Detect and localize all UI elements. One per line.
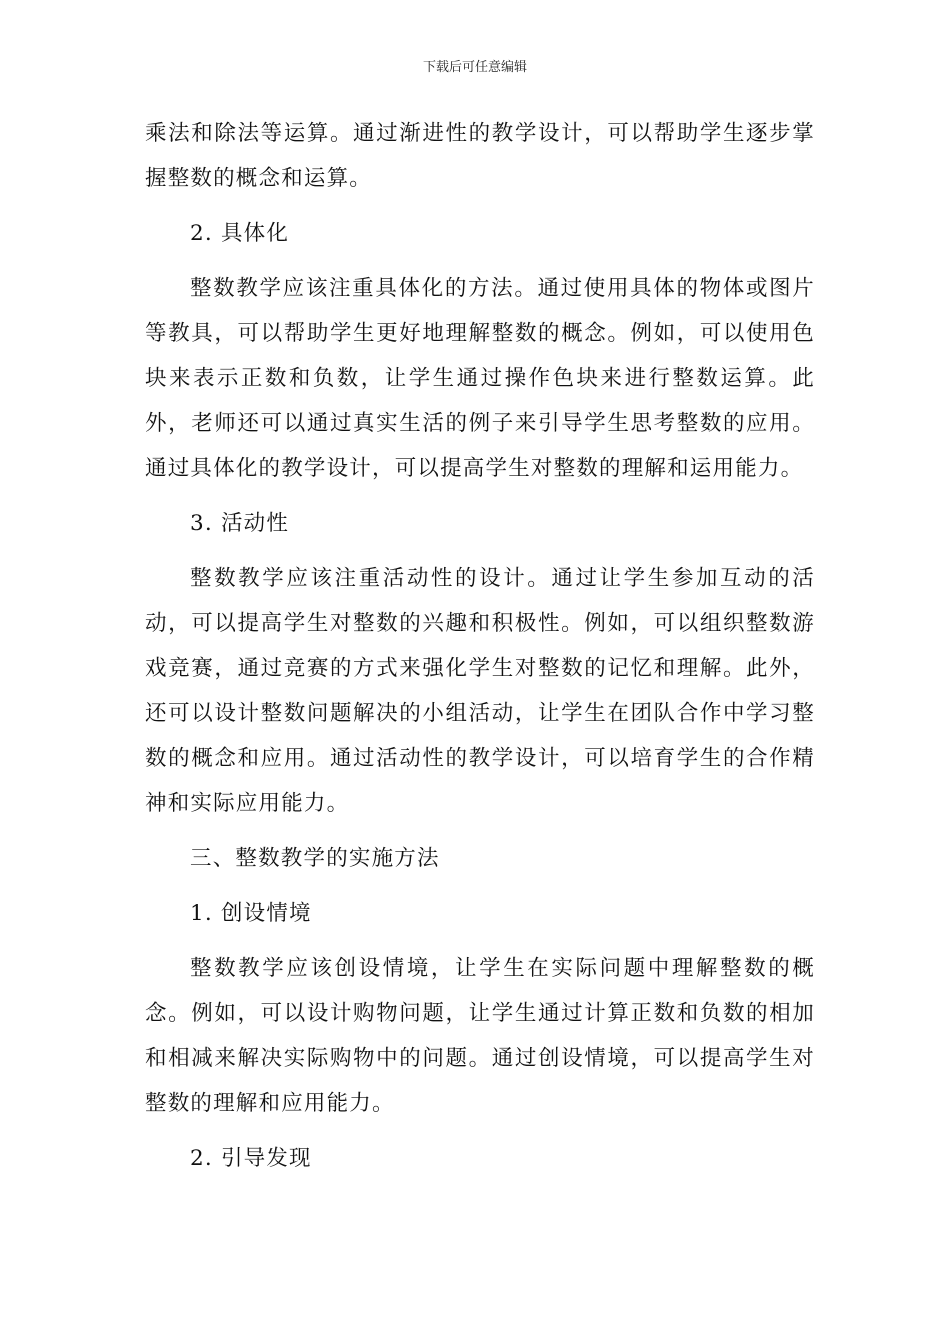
- document-body: [145, 111, 815, 1181]
- section-heading-activity: 3. 活动性: [190, 511, 290, 536]
- chapter-heading-implementation: 三、整数教学的实施方法: [190, 846, 440, 871]
- paragraph-situation: 整数教学应该创设情境，让学生在实际问题中理解整数的概念。例如，可以设计购物问题，让学生通过计算正数和负数的相加和相减来解决实际购物中的问题。通过创设情境，可以提高学生对整数的理解和应用能力。: [145, 956, 815, 1116]
- section-heading-guided-discovery: 2. 引导发现: [190, 1146, 312, 1171]
- paragraph-continuation: 乘法和除法等运算。通过渐进性的教学设计，可以帮助学生逐步掌握整数的概念和运算。: [145, 121, 815, 191]
- page-header: 下载后可任意编辑: [422, 60, 527, 75]
- section-heading-situation: 1. 创设情境: [190, 901, 312, 926]
- paragraph-concreteness: 整数教学应该注重具体化的方法。通过使用具体的物体或图片等教具，可以帮助学生更好地理解整数的概念。例如，可以使用色块来表示正数和负数，让学生通过操作色块来进行整数运算。此外，老师还可以通过真实生活的例子来引导学生思考整数的应用。通过具体化的教学设计，可以提高学生对整数的理解和运用能力。: [145, 276, 815, 481]
- paragraph-activity: 整数教学应该注重活动性的设计。通过让学生参加互动的活动，可以提高学生对整数的兴趣和积极性。例如，可以组织整数游戏竞赛，通过竞赛的方式来强化学生对整数的记忆和理解。此外，还可以设计整数问题解决的小组活动，让学生在团队合作中学习整数的概念和应用。通过活动性的教学设计，可以培育学生的合作精神和实际应用能力。: [145, 566, 815, 816]
- section-heading-concreteness: 2. 具体化: [190, 221, 290, 246]
